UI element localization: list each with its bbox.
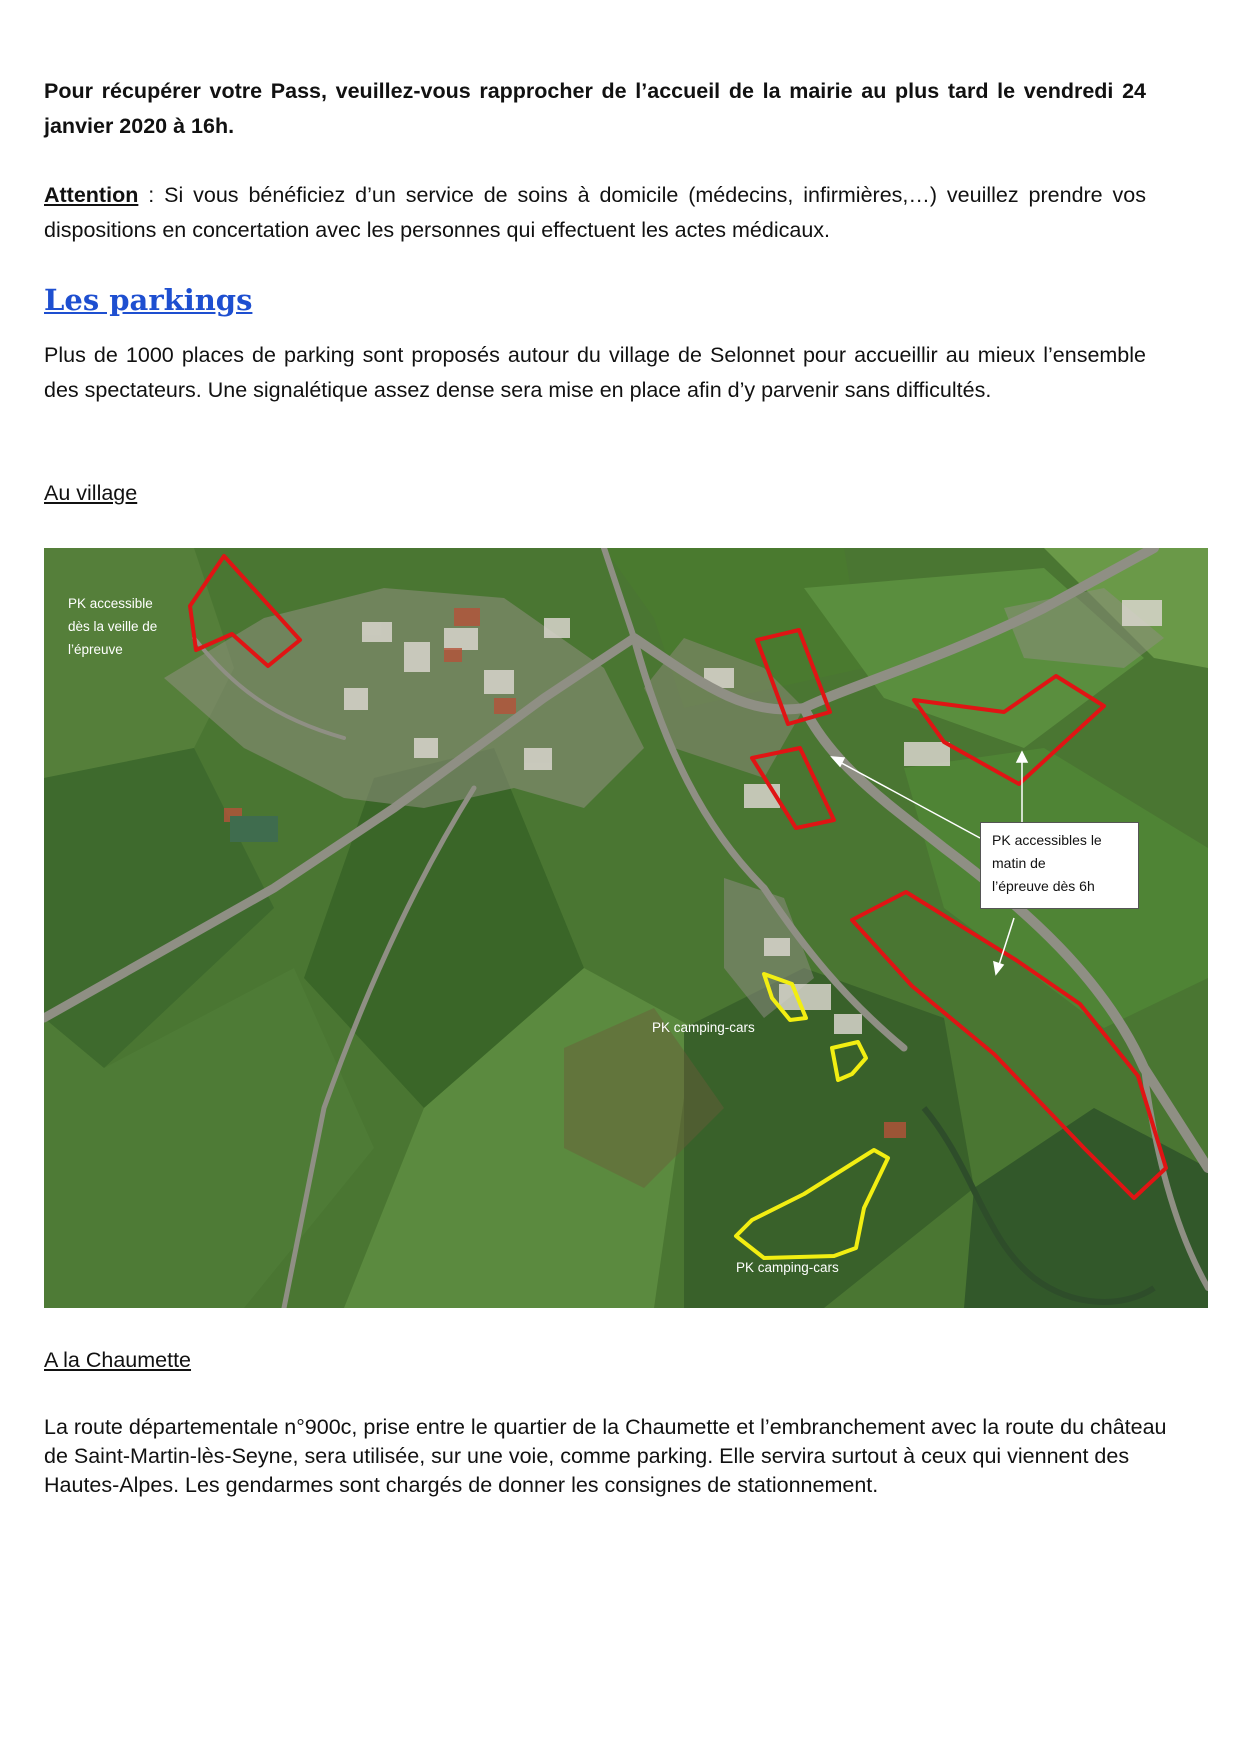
parkings-heading: Les parkings [44, 283, 253, 317]
callout-line1: PK accessibles le [992, 832, 1102, 848]
village-heading: Au village [44, 481, 138, 505]
callout-line2: matin de [992, 855, 1046, 871]
attention-paragraph [44, 178, 1146, 248]
attention-text: : Si vous bénéficiez d’un service de soins à domicile (médecins, infirmières,…) veuillez prendre vos dispositions en concertation avec les personnes qui effectuent les actes médicaux. [44, 183, 1146, 242]
eve-parking-label-line1: PK accessible [68, 596, 153, 611]
chaumette-paragraph: La route départementale n°900c, prise entre le quartier de la Chaumette et l’embranchement avec la route du château de Saint-Martin-lès-Seyne, sera utilisée, sur une voie, comme parking. Elle servira surtout à ceux qui viennent des Hautes-Alpes. Les gendarmes sont chargés de donner les consignes de stationnement. [44, 1415, 1167, 1497]
camping-car-label-upper: PK camping-cars [652, 1020, 755, 1035]
chaumette-heading: A la Chaumette [44, 1348, 192, 1372]
attention-label: Attention [44, 183, 139, 207]
race-day-parking-callout [980, 822, 1139, 909]
aerial-photo [44, 548, 1208, 1308]
eve-parking-label [68, 592, 157, 661]
camping-car-label-lower: PK camping-cars [736, 1260, 839, 1275]
eve-parking-label-line2: dès la veille de [68, 619, 158, 634]
eve-parking-label-line3: l’épreuve [68, 642, 123, 657]
pass-paragraph: Pour récupérer votre Pass, veuillez-vous rapprocher de l’accueil de la mairie au plus tard le vendredi 24 janvier 2020 à 16h. [44, 79, 1146, 138]
callout-line3: l’épreuve dès 6h [992, 878, 1095, 894]
parkings-paragraph: Plus de 1000 places de parking sont proposés autour du village de Selonnet pour accueillir au mieux l’ensemble des spectateurs. Une signalétique assez dense sera mise en place afin d’y parvenir sans difficultés. [44, 343, 1146, 402]
village-aerial-map [44, 548, 1208, 1308]
